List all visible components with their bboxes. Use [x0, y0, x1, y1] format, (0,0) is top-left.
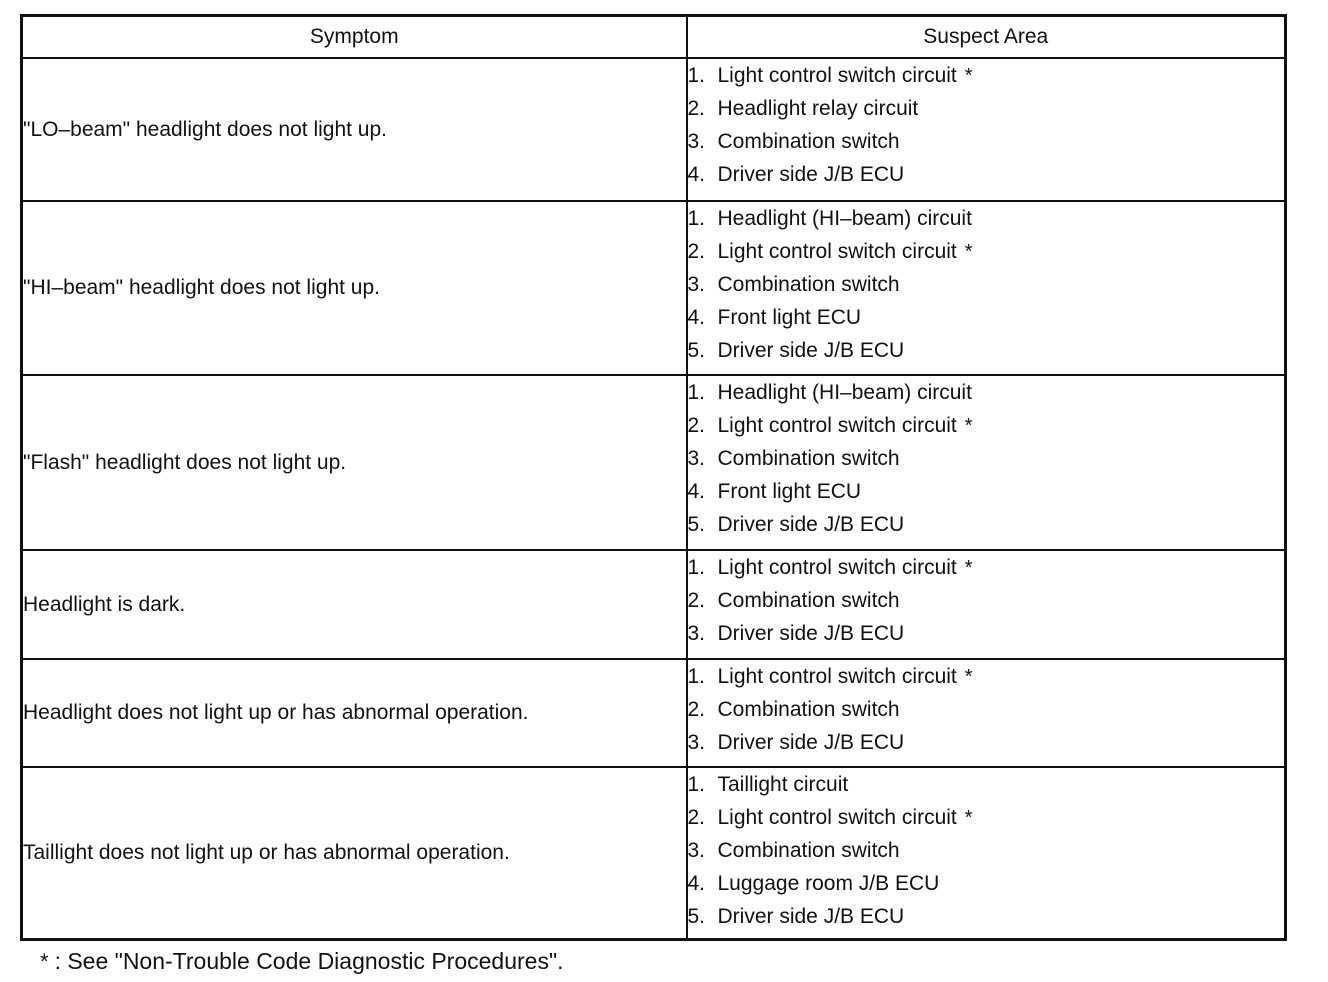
document-sheet [20, 14, 1284, 941]
suspect-area-item [688, 867, 1285, 900]
item-text: Light control switch circuit [717, 414, 957, 437]
symptom-cell: "Flash" headlight does not light up. [22, 375, 687, 550]
item-text: Driver side J/B ECU [717, 731, 905, 754]
item-text: Combination switch [717, 447, 900, 470]
suspect-area-cell [687, 659, 1286, 767]
item-text: Combination switch [717, 839, 900, 862]
table-row [22, 767, 1286, 939]
item-text: Driver side J/B ECU [717, 339, 905, 362]
symptom-cell: "HI–beam" headlight does not light up. [22, 201, 687, 375]
item-number: 3. [687, 130, 706, 153]
item-text: Combination switch [717, 589, 900, 612]
suspect-area-item [688, 268, 1285, 301]
suspect-area-item [688, 158, 1285, 191]
asterisk-note: * [964, 415, 973, 437]
suspect-area-cell [687, 201, 1286, 375]
suspect-area-item [688, 92, 1285, 125]
table-body [22, 58, 1286, 939]
item-number: 3. [687, 273, 706, 296]
suspect-area-item [688, 660, 1285, 693]
asterisk-note: * [964, 557, 973, 579]
item-text: Combination switch [717, 273, 900, 296]
suspect-area-item [688, 334, 1285, 367]
suspect-area-column-header: Suspect Area [687, 16, 1286, 59]
asterisk-note: * [964, 807, 973, 829]
item-number: 4. [687, 163, 706, 186]
table-header-row [22, 16, 1286, 59]
item-text: Combination switch [717, 698, 900, 721]
table-row [22, 58, 1286, 201]
item-text: Light control switch circuit [717, 64, 957, 87]
footnote-asterisk: * [40, 949, 49, 974]
item-text: Front light ECU [717, 306, 862, 329]
item-number: 2. [687, 589, 706, 612]
symptom-table [20, 14, 1287, 941]
suspect-area-item [688, 301, 1285, 334]
item-number: 1. [687, 556, 706, 579]
suspect-area-item [688, 726, 1285, 759]
item-text: Light control switch circuit [717, 240, 957, 263]
item-number: 1. [687, 773, 706, 796]
item-text: Front light ECU [717, 480, 862, 503]
suspect-area-list [688, 551, 1285, 650]
suspect-area-item [688, 768, 1285, 801]
item-text: Headlight (HI–beam) circuit [717, 381, 972, 404]
suspect-area-item [688, 617, 1285, 650]
suspect-area-list [688, 660, 1285, 759]
item-number: 3. [687, 839, 706, 862]
table-row [22, 659, 1286, 767]
footnote [40, 948, 564, 975]
suspect-area-item [688, 693, 1285, 726]
item-number: 5. [687, 513, 706, 536]
suspect-area-list [688, 202, 1285, 367]
item-number: 1. [687, 665, 706, 688]
asterisk-note: * [964, 666, 973, 688]
item-text: Driver side J/B ECU [717, 905, 905, 928]
item-number: 4. [687, 872, 706, 895]
item-text: Light control switch circuit [717, 556, 957, 579]
suspect-area-item [688, 801, 1285, 834]
suspect-area-item [688, 442, 1285, 475]
suspect-area-item [688, 202, 1285, 235]
suspect-area-item [688, 235, 1285, 268]
suspect-area-item [688, 59, 1285, 92]
item-number: 4. [687, 480, 706, 503]
suspect-area-item [688, 125, 1285, 158]
footnote-text: : See "Non-Trouble Code Diagnostic Procedures". [54, 948, 564, 974]
item-number: 5. [687, 339, 706, 362]
suspect-area-item [688, 508, 1285, 541]
suspect-area-item [688, 475, 1285, 508]
suspect-area-list [688, 376, 1285, 541]
item-number: 2. [687, 698, 706, 721]
suspect-area-cell [687, 767, 1286, 939]
item-number: 1. [687, 207, 706, 230]
item-text: Combination switch [717, 130, 900, 153]
suspect-area-item [688, 376, 1285, 409]
symptom-cell: Headlight is dark. [22, 550, 687, 659]
item-text: Luggage room J/B ECU [717, 872, 940, 895]
suspect-area-item [688, 834, 1285, 867]
table-row [22, 550, 1286, 659]
item-number: 3. [687, 622, 706, 645]
suspect-area-cell [687, 58, 1286, 201]
asterisk-note: * [964, 241, 973, 263]
item-text: Driver side J/B ECU [717, 622, 905, 645]
suspect-area-item [688, 551, 1285, 584]
item-number: 2. [687, 414, 706, 437]
item-number: 3. [687, 731, 706, 754]
item-number: 4. [687, 306, 706, 329]
item-number: 1. [687, 381, 706, 404]
item-text: Driver side J/B ECU [717, 163, 905, 186]
item-text: Headlight relay circuit [717, 97, 919, 120]
table-row [22, 375, 1286, 550]
suspect-area-list [688, 768, 1285, 933]
item-text: Taillight circuit [717, 773, 849, 796]
item-number: 2. [687, 97, 706, 120]
item-number: 2. [687, 806, 706, 829]
item-number: 2. [687, 240, 706, 263]
suspect-area-cell [687, 550, 1286, 659]
item-text: Light control switch circuit [717, 806, 957, 829]
suspect-area-item [688, 584, 1285, 617]
item-text: Light control switch circuit [717, 665, 957, 688]
item-number: 3. [687, 447, 706, 470]
suspect-area-cell [687, 375, 1286, 550]
item-number: 5. [687, 905, 706, 928]
item-text: Driver side J/B ECU [717, 513, 905, 536]
suspect-area-list [688, 59, 1285, 191]
suspect-area-item [688, 900, 1285, 933]
suspect-area-item [688, 409, 1285, 442]
table-row [22, 201, 1286, 375]
symptom-cell: Headlight does not light up or has abnormal operation. [22, 659, 687, 767]
item-number: 1. [687, 64, 706, 87]
item-text: Headlight (HI–beam) circuit [717, 207, 972, 230]
symptom-cell: Taillight does not light up or has abnormal operation. [22, 767, 687, 939]
asterisk-note: * [964, 65, 973, 87]
symptom-column-header: Symptom [22, 16, 687, 59]
symptom-cell: "LO–beam" headlight does not light up. [22, 58, 687, 201]
